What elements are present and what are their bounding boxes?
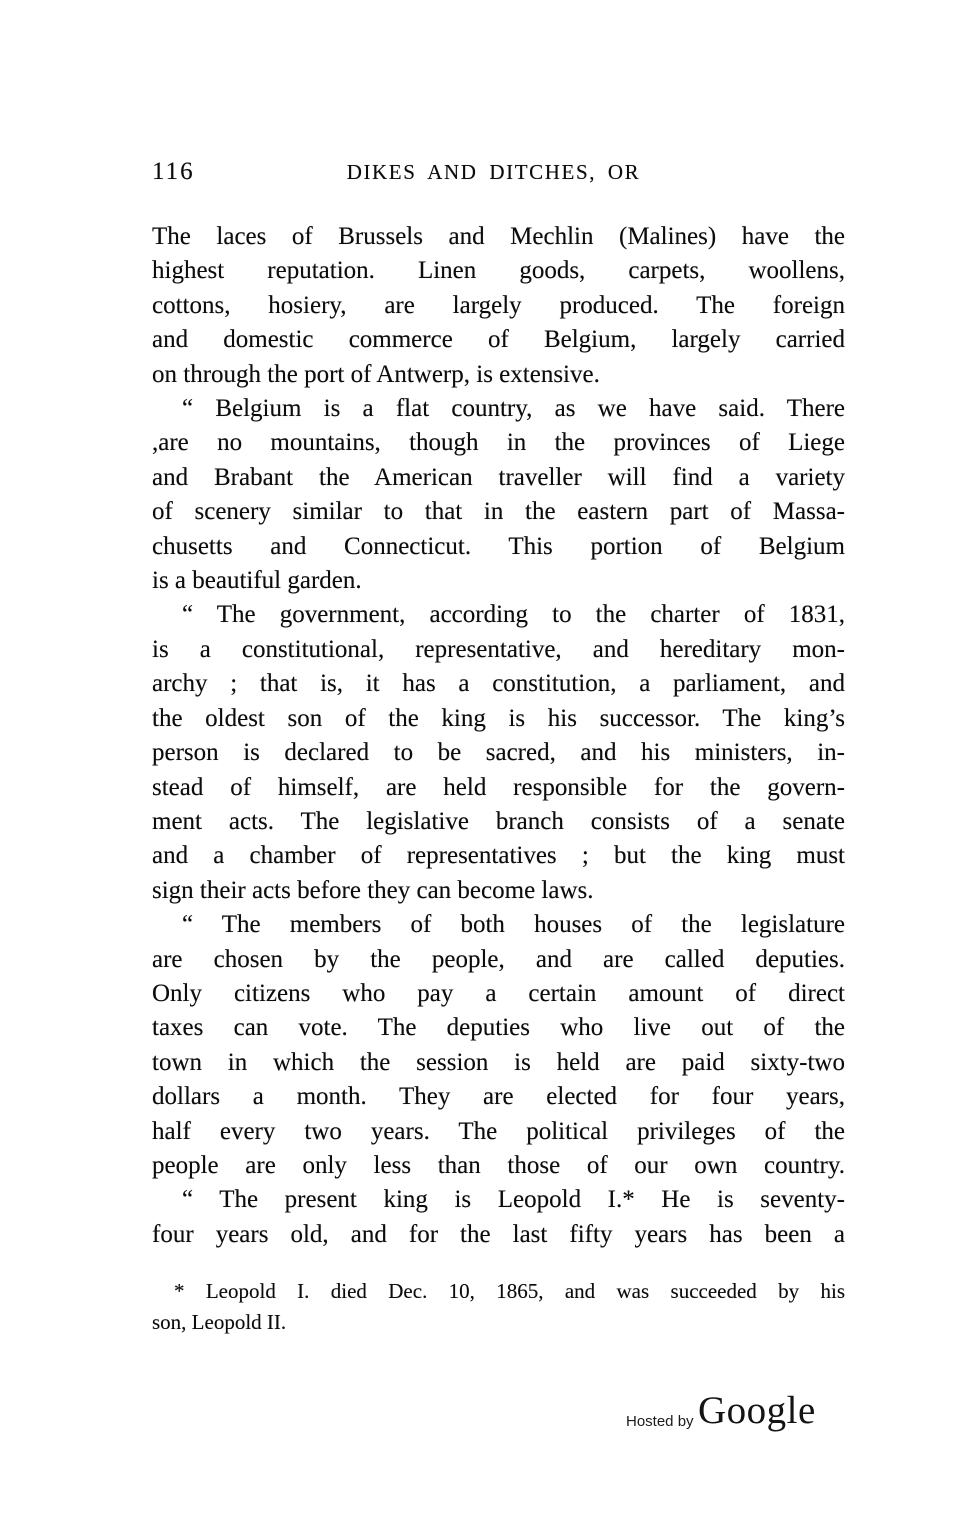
text-line: “ The present king is Leopold I.* He is seventy- [182, 1186, 845, 1214]
text-line: highest reputation. Linen goods, carpets, woollens, [152, 257, 845, 285]
text-line: town in which the session is held are paid sixty-two [152, 1048, 845, 1076]
google-logo: Google [698, 1389, 816, 1432]
text-line: people are only less than those of our own country. [152, 1151, 845, 1179]
text-line: four years old, and for the last fifty years has been a [152, 1220, 845, 1248]
text-line: the oldest son of the king is his successor. The king’s [152, 704, 845, 732]
text-line: stead of himself, are held responsible for the govern- [152, 773, 845, 801]
text-line: ment acts. The legislative branch consists of a senate [152, 807, 845, 835]
text-line: half every two years. The political privileges of the [152, 1117, 845, 1145]
text-line: archy ; that is, it has a constitution, a parliament, and [152, 670, 845, 698]
text-line: ,are no mountains, though in the provinces of Liege [152, 429, 845, 457]
text-line: of scenery similar to that in the eastern part of Massa- [152, 498, 845, 526]
text-line: cottons, hosiery, are largely produced. The foreign [152, 291, 845, 319]
text-line: “ The members of both houses of the legislature [182, 911, 845, 939]
text-line: is a beautiful garden. [152, 567, 362, 595]
body-text [152, 220, 845, 1252]
text-line: and domestic commerce of Belgium, largely carried [152, 326, 845, 354]
text-line: * Leopold I. died Dec. 10, 1865, and was succeeded by his [174, 1279, 845, 1303]
text-line: and Brabant the American traveller will find a variety [152, 463, 845, 491]
footnote [152, 1276, 845, 1338]
page-header [152, 156, 845, 190]
text-line: sign their acts before they can become laws. [152, 876, 594, 904]
text-line: are chosen by the people, and are called deputies. [152, 945, 845, 973]
text-line: and a chamber of representatives ; but the king must [152, 842, 845, 870]
text-line: “ The government, according to the charter of 1831, [182, 601, 845, 629]
text-line: Only citizens who pay a certain amount of direct [152, 979, 845, 1007]
text-line: “ Belgium is a flat country, as we have said. There [182, 395, 845, 423]
page-number: 116 [152, 158, 195, 185]
text-line: is a constitutional, representative, and hereditary mon- [152, 635, 845, 663]
text-line: chusetts and Connecticut. This portion of Belgium [152, 532, 845, 560]
text-line: son, Leopold II. [152, 1310, 287, 1334]
text-line: The laces of Brussels and Mechlin (Malines) have the [152, 223, 845, 250]
text-line: person is declared to be sacred, and his ministers, in- [152, 739, 845, 767]
google-watermark [626, 1389, 836, 1448]
running-title: DIKES AND DITCHES, OR [346, 160, 641, 184]
text-line: dollars a month. They are elected for four years, [152, 1083, 845, 1111]
text-line: on through the port of Antwerp, is extensive. [152, 360, 600, 388]
hosted-by-label: Hosted by [626, 1413, 694, 1430]
text-line: taxes can vote. The deputies who live out of the [152, 1014, 845, 1042]
